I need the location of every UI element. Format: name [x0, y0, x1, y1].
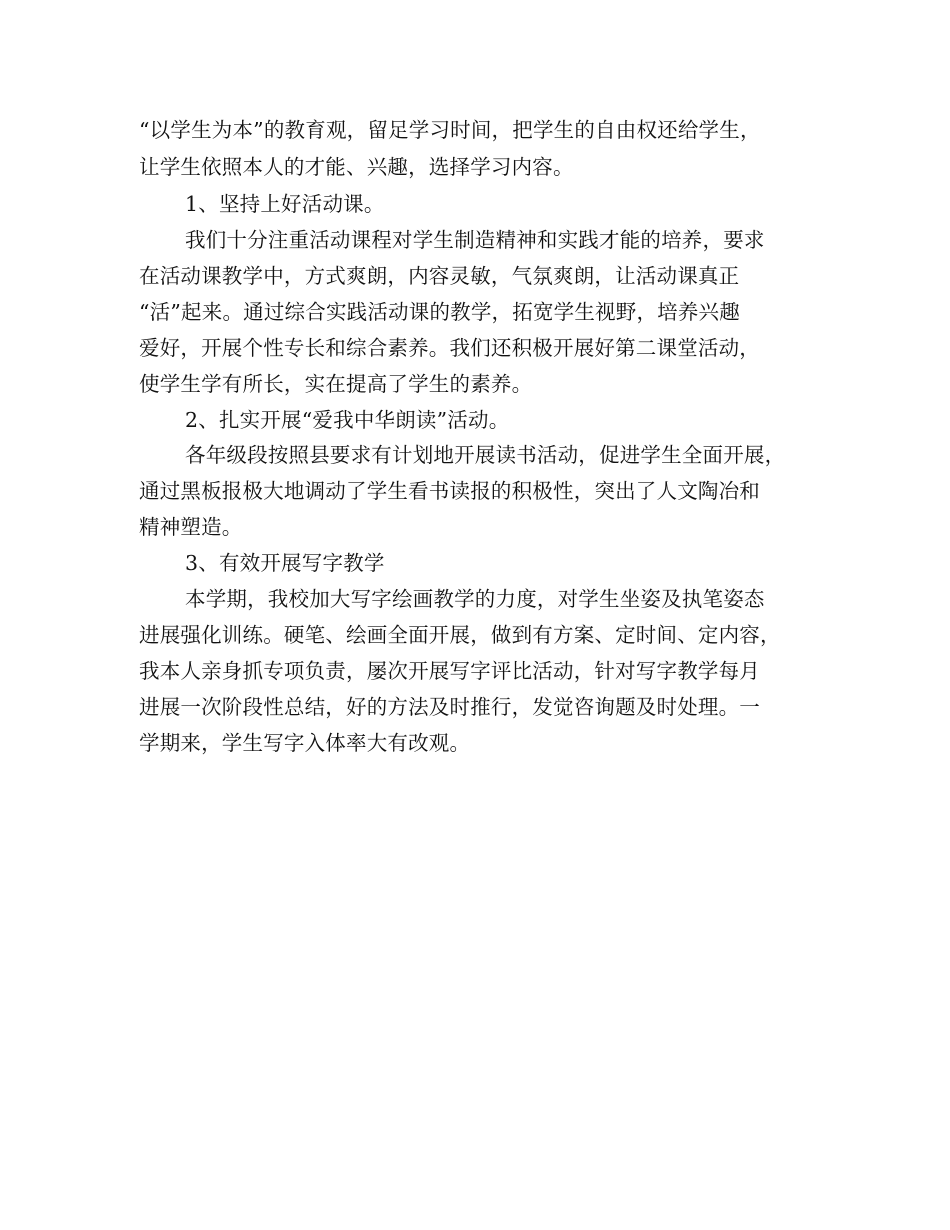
text-line: 进展一次阶段性总结，好的方法及时推行，发觉咨询题及时处理。一: [139, 695, 760, 719]
text-line: “活”起来。通过综合实践活动课的教学，拓宽学生视野，培养兴趣: [139, 300, 740, 324]
text-line: 让学生依照本人的才能、兴趣，选择学习内容。: [139, 155, 574, 179]
text-line: 进展强化训练。硬笔、绘画全面开展，做到有方案、定时间、定内容，: [139, 623, 781, 647]
text-line: “以学生为本”的教育观，留足学习时间，把学生的自由权还给学生，: [139, 118, 761, 142]
text-line: 在活动课教学中，方式爽朗，内容灵敏，气氛爽朗，让活动课真正: [139, 264, 740, 288]
text-line: 使学生学有所长，实在提高了学生的素养。: [139, 372, 533, 396]
text-line: 我本人亲身抓专项负责，屡次开展写字评比活动，针对写字教学每月: [139, 659, 760, 683]
section-heading-1: 1、坚持上好活动课。: [185, 192, 385, 216]
section-heading-2: 2、扎实开展“爱我中华朗读”活动。: [185, 408, 510, 432]
text-line: 精神塑造。: [139, 515, 243, 539]
text-line: 爱好，开展个性专长和综合素养。我们还积极开展好第二课堂活动，: [139, 336, 760, 360]
text-line: 本学期，我校加大写字绘画教学的力度，对学生坐姿及执笔姿态: [185, 587, 765, 611]
text-line: 学期来，学生写字入体率大有改观。: [139, 731, 471, 755]
section-heading-3: 3、有效开展写字教学: [185, 551, 385, 575]
text-line: 各年级段按照县要求有计划地开展读书活动，促进学生全面开展，: [185, 443, 786, 467]
text-line: 通过黑板报极大地调动了学生看书读报的积极性，突出了人文陶冶和: [139, 479, 760, 503]
text-line: 我们十分注重活动课程对学生制造精神和实践才能的培养，要求: [185, 228, 765, 252]
